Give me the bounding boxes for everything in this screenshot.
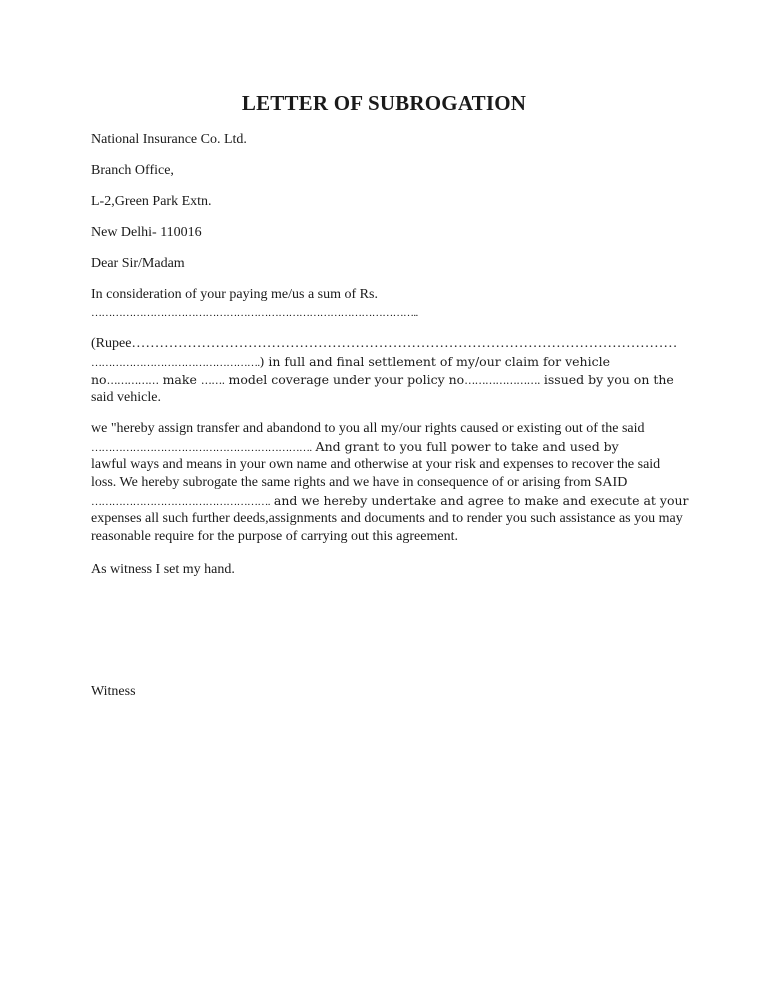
rupee-line-2-text: ) in full and final settlement of my/our claim for vehicle (259, 354, 610, 369)
address-company: National Insurance Co. Ltd. (91, 132, 247, 147)
assignment-line-5-text: and we hereby undertake and agree to make and execute at your (269, 493, 689, 508)
witness-label: Witness (91, 684, 136, 699)
rupee-line-3-dots-1: …………… (106, 374, 159, 387)
assignment-line-2-text: And grant to you full power to take and used by (311, 439, 619, 454)
assignment-paragraph (91, 420, 691, 546)
rupee-line-2 (91, 353, 691, 371)
rupee-line-3-dots-3: …………………. (464, 374, 540, 387)
assignment-line-4: loss. We hereby subrogate the same rights and we have in consequence of or arising from SAID (91, 475, 628, 490)
address-city: New Delhi- 110016 (91, 225, 202, 240)
document-title: LETTER OF SUBROGATION (241, 91, 527, 115)
rupee-line-4: said vehicle. (91, 390, 161, 405)
assignment-line-6: expenses all such further deeds,assignments and documents and to render you such assistance as you may (91, 511, 683, 526)
consideration-line-1: In consideration of your paying me/us a sum of Rs. (91, 287, 378, 302)
rupee-paragraph (91, 335, 691, 407)
assignment-line-2-dots: ………………………………………………………. (91, 442, 312, 454)
assignment-line-3: lawful ways and means in your own name and otherwise at your risk and expenses to recover the said (91, 457, 661, 472)
rupee-line-3-dots-2: ……. (200, 374, 225, 387)
assignment-line-1: we "hereby assign transfer and abandond to you all my/our rights caused or existing out of the said (91, 421, 645, 436)
consideration-paragraph (91, 286, 691, 322)
assignment-line-5-dots: ……………………………………………. (91, 496, 270, 508)
assignment-line-5 (91, 492, 691, 510)
rupee-line-3-c: model coverage under your policy no (224, 372, 465, 387)
rupee-line-3-d: issued by you on the (539, 372, 674, 387)
assignment-line-2 (91, 438, 691, 456)
consideration-line-2: ………………………………………………………………………………….. (91, 307, 418, 319)
rupee-line-2-dots: …………………………………………. (91, 357, 260, 369)
address-street: L-2,Green Park Extn. (91, 194, 212, 209)
assignment-line-7: reasonable require for the purpose of carrying out this agreement. (91, 529, 458, 544)
rupee-line-1 (91, 335, 691, 353)
salutation: Dear Sir/Madam (91, 256, 185, 271)
rupee-line-3-a: no (91, 372, 107, 387)
rupee-line-1-text: (Rupee……………………………………………………………………………………………………… (91, 336, 678, 351)
address-branch: Branch Office, (91, 163, 174, 178)
rupee-line-3 (91, 371, 691, 389)
rupee-line-3-b: make (158, 372, 201, 387)
witness-statement: As witness I set my hand. (91, 562, 235, 577)
